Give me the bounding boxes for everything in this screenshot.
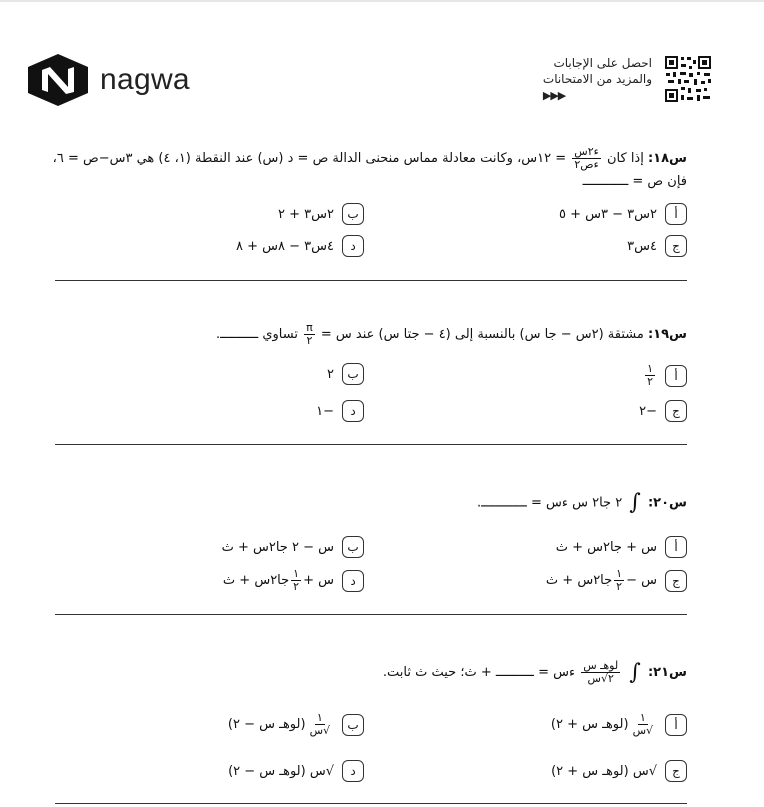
pi-fraction (304, 322, 315, 347)
promo-line-1: احصل على الإجابات (553, 56, 652, 70)
option-text: −١ (316, 403, 334, 419)
option-key: ج (665, 235, 687, 257)
question-number: س٢٠: (647, 495, 687, 511)
option-a[interactable] (559, 203, 687, 225)
question-text: إذا كان (606, 151, 644, 166)
promo-text (543, 55, 652, 104)
question-18-line-2: فإن ص = ــــــــــــ (582, 174, 687, 189)
option-text: جا٢س + ث (222, 573, 290, 588)
question-21 (55, 660, 687, 685)
option-key: ب (342, 714, 364, 736)
option-key: أ (665, 536, 687, 558)
question-19-line (55, 322, 687, 347)
fraction-denominator: ٢√س (587, 672, 614, 685)
option-text: ٤س٣ (627, 238, 657, 254)
option-key: ب (342, 536, 364, 558)
option-c[interactable] (551, 760, 687, 782)
integral-sign: ∫ (629, 490, 641, 515)
question-20 (55, 492, 687, 515)
fraction-numerator: ١ (639, 711, 646, 724)
fraction-numerator: لوهـ س (583, 659, 619, 672)
option-text: س − (626, 573, 657, 588)
answer-blank: ــــــــــــ. (476, 495, 527, 511)
fraction-numerator: ء٢س (574, 145, 599, 158)
divider (55, 280, 687, 281)
option-text: س − ٢ جا٢س + ث (221, 539, 334, 555)
promo-block[interactable] (543, 55, 712, 104)
question-number: س٢١: (647, 665, 687, 680)
option-fraction (308, 712, 332, 737)
option-key: أ (665, 365, 687, 387)
brand-name: nagwa (100, 63, 190, 96)
option-text: س + جا٢س + ث (555, 539, 657, 555)
fraction-denominator: √س (632, 724, 653, 737)
question-19 (55, 322, 687, 347)
fraction-denominator: ٢ (616, 580, 623, 593)
option-text: (لوهـ س + ٢) (550, 717, 629, 732)
option-key: د (342, 760, 364, 782)
option-fraction (614, 568, 624, 593)
option-key: ج (665, 400, 687, 422)
question-number: س١٩: (647, 327, 687, 342)
option-d[interactable] (236, 235, 364, 257)
option-key: ب (342, 203, 364, 225)
option-d[interactable] (228, 760, 364, 782)
question-text: ٢ جا٢ س ءس = (530, 495, 623, 511)
option-b[interactable] (278, 203, 364, 225)
question-20-line (55, 492, 687, 515)
option-key: أ (665, 714, 687, 736)
option-fraction (291, 568, 301, 593)
option-text: (لوهـ س − ٢) (227, 717, 306, 732)
question-number: س١٨: (647, 151, 687, 166)
option-text: جا٢س + ث (545, 573, 613, 588)
option-fraction (631, 712, 655, 737)
option-b[interactable] (222, 536, 364, 558)
promo-line-2: والمزيد من الامتحانات (542, 72, 652, 86)
option-key: ج (665, 570, 687, 592)
fraction-denominator: ءص٢ (574, 158, 599, 171)
option-text: −٢ (639, 403, 657, 419)
option-c[interactable] (639, 400, 687, 422)
option-text: √س (لوهـ س + ٢) (551, 763, 657, 779)
fraction-numerator: ١ (316, 711, 323, 724)
question-18-line-1 (52, 145, 687, 171)
divider (55, 444, 687, 445)
option-b[interactable] (327, 363, 364, 385)
question-text: مشتقة (٢س − جا س) بالنسبة إلى (٤ − جتا س) عند س = (320, 327, 644, 342)
fraction-denominator: √س (309, 724, 330, 737)
option-d[interactable] (316, 400, 364, 422)
question-21-line (55, 660, 687, 685)
option-text: ٤س٣ − ٨س + ٨ (235, 238, 334, 254)
option-text: س + (303, 573, 334, 588)
option-key: د (342, 570, 364, 592)
option-d[interactable] (223, 568, 364, 593)
option-key: أ (665, 203, 687, 225)
option-key: د (342, 235, 364, 257)
fraction-numerator: ١ (293, 567, 300, 580)
integrand-fraction (581, 660, 620, 685)
option-key: د (342, 400, 364, 422)
derivative-fraction (572, 146, 601, 171)
question-text: تساوي ــــــــــ. (215, 327, 298, 342)
fraction-numerator: π (306, 321, 313, 334)
nagwa-logo-icon (28, 54, 88, 106)
option-a[interactable] (643, 363, 687, 388)
option-a[interactable] (551, 712, 687, 737)
option-c[interactable] (627, 235, 687, 257)
brand-logo (28, 54, 190, 106)
option-fraction (645, 363, 655, 388)
fraction-denominator: ٢ (647, 375, 653, 388)
option-a[interactable] (556, 536, 687, 558)
option-b[interactable] (228, 712, 364, 737)
option-text: ٢س٣ + ٢ (278, 206, 334, 222)
question-text: = ١٢س، وكانت معادلة مماس منحنى الدالة ص = د (س) عند النقطة (١، ٤) هي ٣س−ص = ٦، (52, 151, 567, 166)
option-text: ٢ (327, 366, 334, 382)
option-c[interactable] (546, 568, 687, 593)
top-border (0, 0, 764, 2)
question-18 (52, 145, 687, 193)
option-key: ب (342, 363, 364, 385)
fraction-numerator: ١ (616, 567, 623, 580)
divider (55, 803, 687, 804)
promo-arrows: ▶▶▶ (542, 89, 566, 102)
fraction-numerator: ١ (647, 362, 653, 375)
divider (55, 614, 687, 615)
fraction-denominator: ٢ (306, 334, 313, 347)
qr-code-icon[interactable] (664, 55, 712, 103)
integral-sign: ∫ (629, 659, 641, 685)
question-text: ءس = ــــــــــ + ث؛ حيث ث ثابت. (382, 665, 576, 680)
fraction-denominator: ٢ (293, 580, 300, 593)
option-key: ج (665, 760, 687, 782)
option-text: ٢س٣ − ٣س + ٥ (558, 206, 657, 222)
option-text: √س (لوهـ س − ٢) (228, 763, 334, 779)
